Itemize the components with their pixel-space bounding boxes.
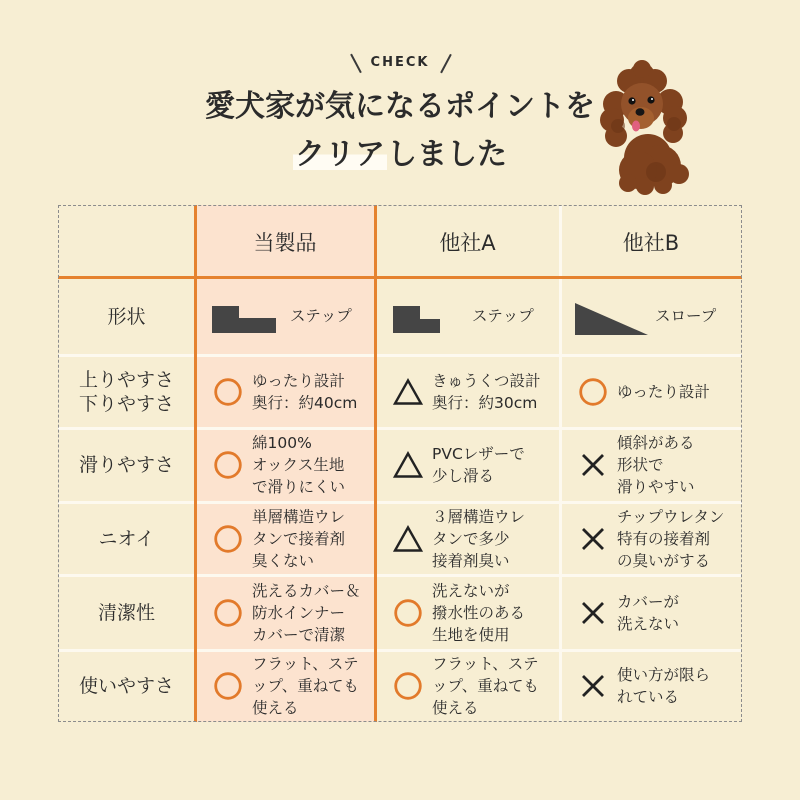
- column-header-our-product: [195, 205, 375, 278]
- circle-mark-icon: [213, 377, 243, 407]
- circle-mark-icon: [393, 598, 423, 628]
- poodle-dog-icon: [596, 60, 696, 195]
- circle-mark-icon: [213, 671, 243, 701]
- cell-text: [432, 506, 525, 572]
- cell-text-line: ップ、重ねても: [252, 677, 359, 695]
- cell-text: [252, 653, 359, 719]
- cell-text-line: 洗えない: [617, 614, 680, 633]
- header-divider-orange: [58, 276, 742, 279]
- cell-text-line: 形状で: [617, 456, 664, 474]
- cell-text: [432, 370, 541, 414]
- circle-mark-icon: [578, 377, 608, 407]
- product-column-border-right: [374, 205, 377, 722]
- cell-our-product-cleanliness: [195, 575, 375, 650]
- cell-text: [432, 580, 525, 646]
- column-divider: [559, 205, 562, 722]
- cell-text-line: カバーで清潔: [252, 625, 346, 644]
- cell-company-b-slip: [560, 428, 742, 502]
- row-label-line: ニオイ: [98, 527, 155, 550]
- cell-text-line: ップ、重ねても: [432, 677, 539, 695]
- shape-cell-our-product: [195, 278, 375, 355]
- row-label-slip: [58, 428, 195, 502]
- product-column-border-left: [194, 205, 197, 722]
- shape-label: ステップ: [472, 307, 534, 325]
- step-icon: [212, 306, 276, 333]
- cell-text-line: PVCレザーで: [432, 445, 525, 463]
- cell-text-line: で滑りにくい: [252, 478, 346, 496]
- cell-text-line: 滑りやすい: [617, 478, 695, 496]
- cell-text: [252, 506, 345, 572]
- cell-text-line: 撥水性のある: [432, 603, 526, 622]
- cell-text-line: オックス生地: [252, 456, 345, 474]
- row-label-climb: [58, 355, 195, 428]
- row-label-line: 滑りやすさ: [78, 454, 174, 476]
- cell-text-line: 洗えるカバー＆: [252, 581, 361, 600]
- cell-text-line: れている: [617, 688, 680, 706]
- row-label-line: 上りやすさ: [78, 368, 174, 391]
- row-divider: [58, 354, 742, 357]
- cell-text: [617, 506, 724, 572]
- circle-mark-icon: [213, 524, 243, 554]
- shape-cell-company-a: [375, 278, 560, 355]
- cell-text: [432, 653, 539, 719]
- column-header-company-a: [375, 205, 560, 278]
- cell-text: [617, 432, 695, 498]
- row-label-line: 形状: [107, 305, 146, 328]
- cell-company-a-climb: [375, 355, 560, 428]
- cell-text-line: タンで多少: [432, 529, 510, 548]
- cell-company-b-odor: [560, 502, 742, 575]
- cell-text: [252, 432, 345, 498]
- cell-text: [617, 664, 710, 708]
- cell-text: [617, 381, 710, 403]
- cell-text-line: カバーが: [617, 592, 680, 611]
- cross-mark-icon: [578, 671, 608, 701]
- cell-text-line: フラット、ステ: [432, 655, 539, 673]
- cell-company-a-cleanliness: [375, 575, 560, 650]
- cell-text-line: 防水インナー: [252, 603, 346, 622]
- cell-company-b-cleanliness: [560, 575, 742, 650]
- cell-text-line: 臭くない: [252, 551, 315, 570]
- cell-text-line: フラット、ステ: [252, 655, 359, 673]
- row-label-line: 使いやすさ: [78, 675, 174, 697]
- column-header-label: 当製品: [253, 230, 317, 255]
- row-label-line: 下りやすさ: [78, 392, 174, 415]
- step-icon: [393, 306, 440, 333]
- cross-mark-icon: [578, 598, 608, 628]
- cell-text-line: 使える: [432, 699, 479, 717]
- comparison-table: [58, 205, 742, 722]
- cell-text-line: の臭いがする: [617, 551, 711, 570]
- page-title-line1: 愛犬家が気になるポイントを: [205, 89, 595, 124]
- row-label-odor: [58, 502, 195, 575]
- shape-cell-company-b: [560, 278, 742, 355]
- cell-text: [252, 370, 357, 414]
- cell-text-line: ゆったり設計: [252, 371, 345, 390]
- cell-text-line: ３層構造ウレ: [432, 507, 526, 526]
- cell-text-line: タンで接着剤: [252, 529, 346, 548]
- circle-mark-icon: [213, 598, 243, 628]
- row-label-cleanliness: [58, 575, 195, 650]
- circle-mark-icon: [213, 450, 243, 480]
- triangle-mark-icon: [393, 524, 423, 554]
- cell-text: [617, 591, 679, 635]
- shape-label: スロープ: [655, 307, 717, 325]
- title-rest: しました: [387, 137, 507, 172]
- triangle-mark-icon: [393, 377, 423, 407]
- cell-text-line: 奥行：約30cm: [432, 393, 538, 412]
- cell-company-a-slip: [375, 428, 560, 502]
- cell-our-product-usability: [195, 650, 375, 722]
- row-label-line: 清潔性: [97, 601, 155, 624]
- row-label-shape: [58, 278, 195, 355]
- cell-our-product-odor: [195, 502, 375, 575]
- cell-text-line: 単層構造ウレ: [252, 507, 346, 526]
- cell-text-line: 使える: [252, 699, 299, 717]
- cell-text-line: きゅうくつ設計: [432, 371, 541, 390]
- column-header-company-b: [560, 205, 742, 278]
- row-divider: [58, 649, 742, 652]
- cell-our-product-slip: [195, 428, 375, 502]
- column-header-label: 他社B: [622, 230, 680, 255]
- shape-label: ステップ: [290, 307, 352, 325]
- cross-mark-icon: [578, 450, 608, 480]
- column-header-label: 他社A: [439, 230, 496, 255]
- row-divider: [58, 501, 742, 504]
- cell-text-line: チップウレタン: [617, 507, 725, 526]
- cell-company-a-odor: [375, 502, 560, 575]
- triangle-mark-icon: [393, 450, 423, 480]
- cell-text: [432, 443, 525, 487]
- slope-icon: [575, 303, 648, 335]
- title-highlight: クリア: [295, 137, 385, 172]
- row-label-usability: [58, 650, 195, 722]
- cell-company-b-usability: [560, 650, 742, 722]
- cell-text: [252, 580, 361, 646]
- cell-text-line: ゆったり設計: [617, 382, 710, 401]
- row-divider: [58, 574, 742, 577]
- header-corner-cell: [58, 205, 195, 278]
- cell-our-product-climb: [195, 355, 375, 428]
- cell-text-line: 綿100%: [252, 434, 312, 452]
- cell-text-line: 洗えないが: [432, 581, 510, 600]
- cell-text-line: 生地を使用: [432, 625, 510, 644]
- cell-company-b-climb: [560, 355, 742, 428]
- cell-text-line: 奥行：約40cm: [252, 393, 358, 412]
- cell-company-a-usability: [375, 650, 560, 722]
- check-label: CHECK: [370, 55, 430, 70]
- circle-mark-icon: [393, 671, 423, 701]
- cell-text-line: 傾斜がある: [617, 434, 695, 452]
- cell-text-line: 特有の接着剤: [617, 529, 711, 548]
- cell-text-line: 接着剤臭い: [432, 551, 510, 570]
- cell-text-line: 使い方が限ら: [617, 666, 711, 684]
- row-divider: [58, 427, 742, 430]
- cross-mark-icon: [578, 524, 608, 554]
- cell-text-line: 少し滑る: [432, 467, 495, 485]
